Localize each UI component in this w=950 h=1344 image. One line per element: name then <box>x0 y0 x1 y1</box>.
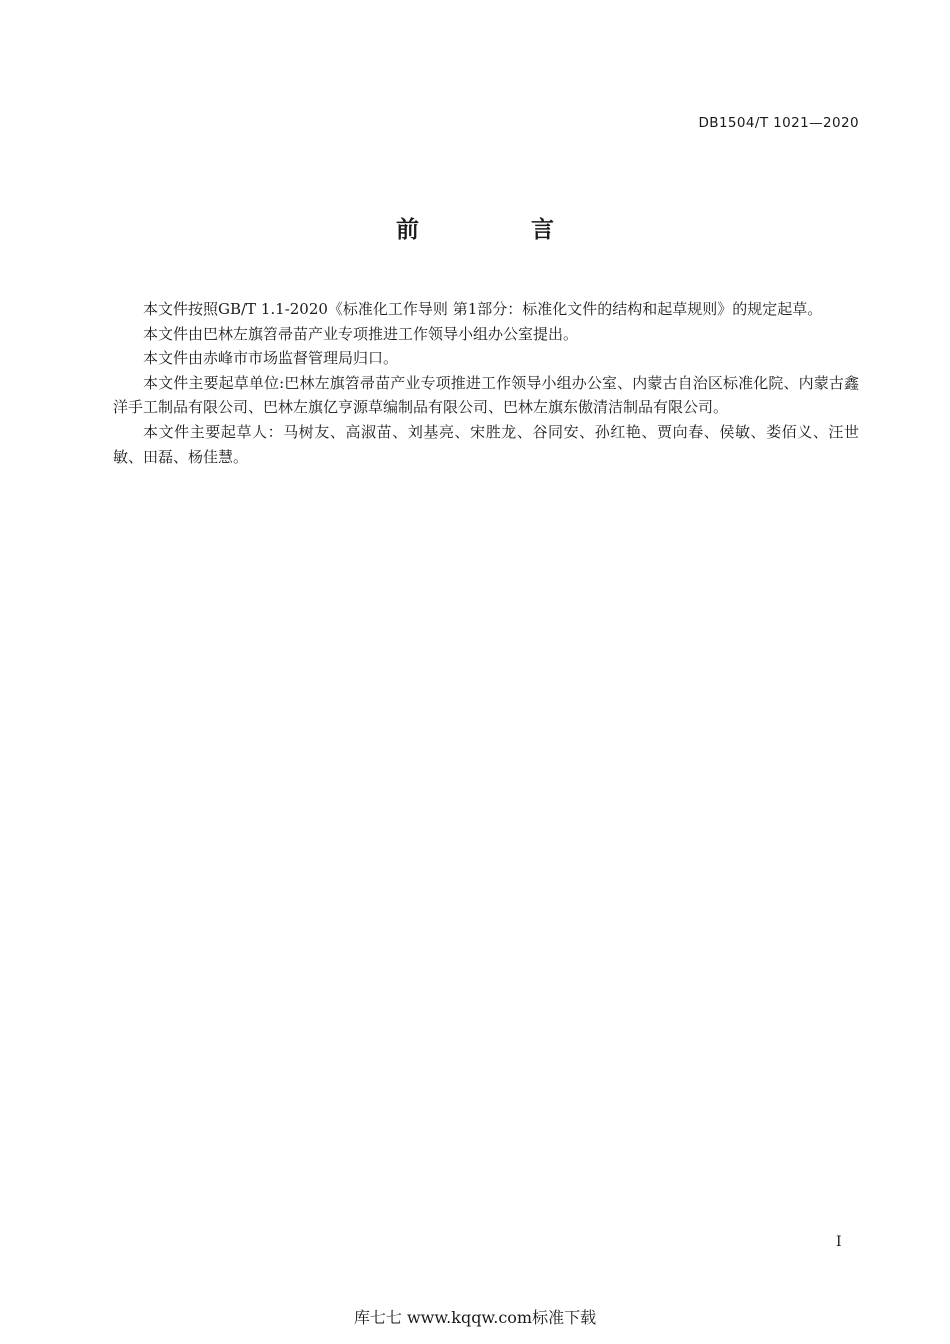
paragraph-administrator: 本文件由赤峰市市场监督管理局归口。 <box>143 349 399 368</box>
paragraph-drafters: 本文件主要起草人：马树友、高淑苗、刘基亮、宋胜龙、谷同安、孙红艳、贾向春、侯敏、娄佰义、汪世敏、田磊、杨佳慧。 <box>113 422 859 466</box>
section-title <box>0 211 950 244</box>
paragraph-drafting-units: 本文件主要起草单位:巴林左旗笤帚苗产业专项推进工作领导小组办公室、内蒙古自治区标准化院、内蒙古鑫洋手工制品有限公司、巴林左旗亿亨源草编制品有限公司、巴林左旗东傲清洁制品有限公司。 <box>113 373 859 417</box>
paragraph-drafting-basis: 本文件按照GB/T 1.1-2020《标准化工作导则 第1部分：标准化文件的结构和起草规则》的规定起草。 <box>143 300 823 318</box>
section-title-text: 前 言 <box>395 217 606 243</box>
foreword-body <box>113 297 859 469</box>
page-number: I <box>836 1234 842 1250</box>
document-code: DB1504/T 1021—2020 <box>698 115 859 131</box>
paragraph-proposer: 本文件由巴林左旗笤帚苗产业专项推进工作领导小组办公室提出。 <box>143 324 579 343</box>
footer-watermark: 库七七 www.kqqw.com标准下载 <box>353 1308 597 1327</box>
